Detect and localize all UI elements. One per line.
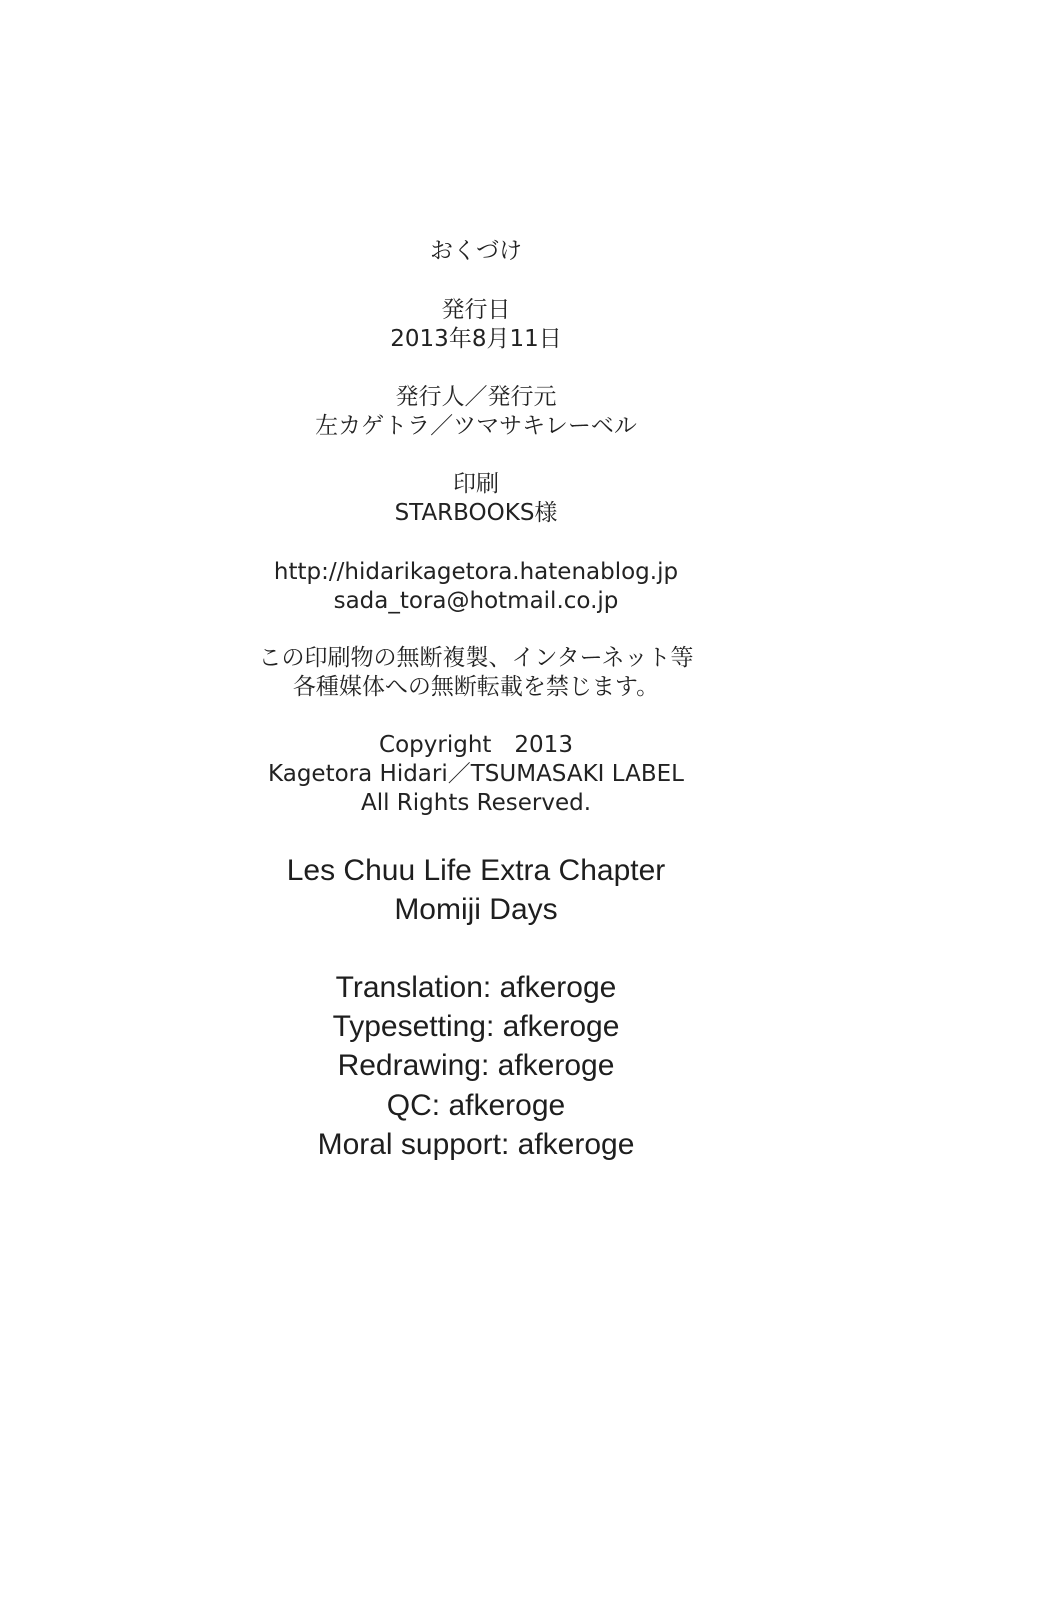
website-link: http://hidarikagetora.hatenablog.jp bbox=[273, 559, 679, 585]
notice-line-2: 各種媒体への無断転載を禁じます。 bbox=[292, 674, 660, 700]
email-address: sada_tora@hotmail.co.jp bbox=[333, 588, 619, 614]
copyright-line-3: All Rights Reserved. bbox=[360, 790, 592, 816]
publisher: 左カゲトラ／ツマサキレーベル bbox=[315, 413, 637, 439]
publish-date: 2013年8月11日 bbox=[390, 326, 562, 352]
printer-label: 印刷 bbox=[453, 471, 499, 497]
copyright-line-1: Copyright 2013 bbox=[379, 732, 573, 758]
title-line-1: Les Chuu Life Extra Chapter bbox=[286, 854, 666, 887]
publish-date-label: 発行日 bbox=[441, 297, 511, 323]
publisher-label: 発行人／発行元 bbox=[395, 384, 557, 410]
credit-moral-support: Moral support: afkeroge bbox=[317, 1128, 635, 1161]
credit-translation: Translation: afkeroge bbox=[335, 971, 617, 1004]
title-line-2: Momiji Days bbox=[394, 893, 558, 926]
credit-qc: QC: afkeroge bbox=[386, 1089, 566, 1122]
notice-line-1: この印刷物の無断複製、インターネット等 bbox=[258, 645, 694, 671]
colophon-heading: おくづけ bbox=[430, 238, 522, 264]
printer: STARBOOKS様 bbox=[394, 500, 558, 526]
credit-typesetting: Typesetting: afkeroge bbox=[332, 1010, 620, 1043]
credit-redrawing: Redrawing: afkeroge bbox=[337, 1049, 615, 1082]
copyright-line-2: Kagetora Hidari／TSUMASAKI LABEL bbox=[268, 761, 684, 787]
